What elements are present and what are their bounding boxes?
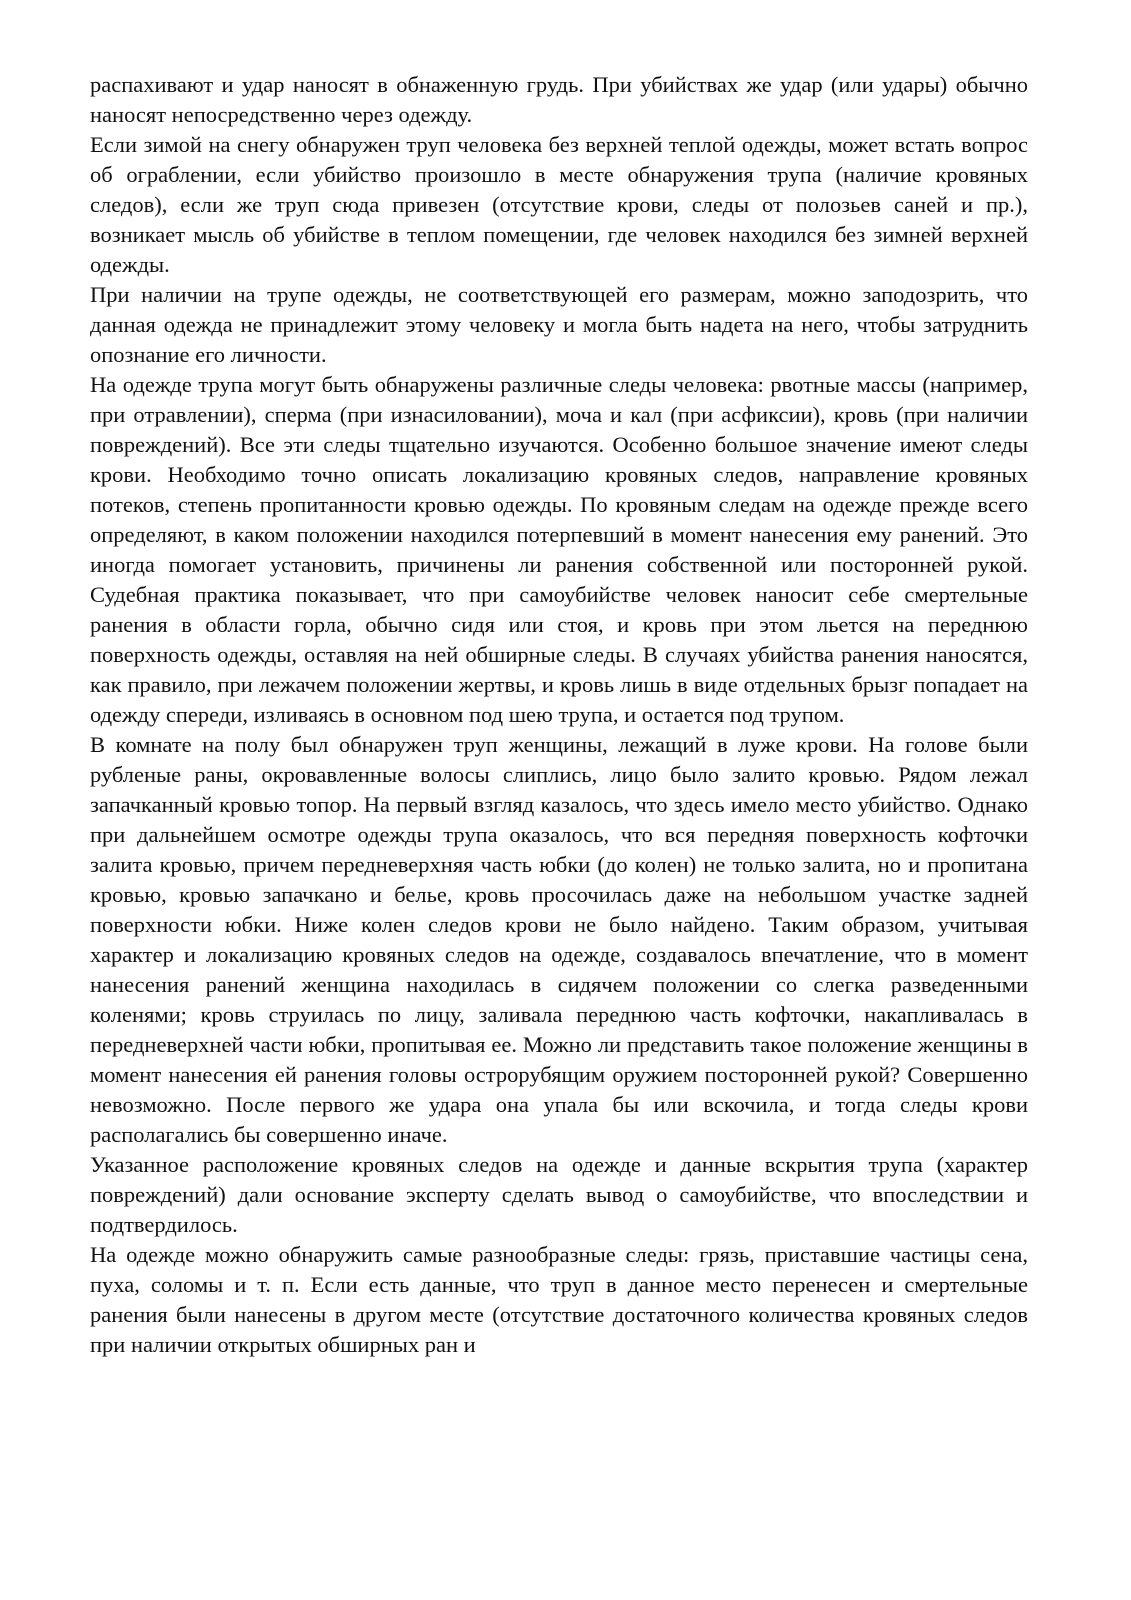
paragraph-5: В комнате на полу был обнаружен труп женщины, лежащий в луже крови. На голове были рубленые раны, окровавленные волосы слиплись, лицо было залито кровью. Рядом лежал запачканный кровью топор. На первый взгляд казалось, что здесь имело место убийство. Однако при дальнейшем осмотре одежды трупа оказалось, что вся передняя поверхность кофточки залита кровью, причем передневерхняя часть юбки (до колен) не только залита, но и пропитана кровью, кровью запачкано и белье, кровь просочилась даже на небольшом участке задней поверхности юбки. Ниже колен следов крови не было найдено. Таким образом, учитывая характер и локализацию кровяных следов на одежде, создавалось впечатление, что в момент нанесения ранений женщина находилась в сидячем положении со слегка разведенными коленями; кровь струилась по лицу, заливала переднюю часть кофточки, накапливалась в передневерхней части юбки, пропитывая ее. Можно ли представить такое положение женщины в момент нанесения ей ранения головы острорубящим оружием посторонней рукой? Совершенно невозможно. После первого же удара она упала бы или вскочила, и тогда следы крови располагались бы совершенно иначе. [90,732,1028,1147]
paragraph-3: При наличии на трупе одежды, не соответствующей его размерам, можно заподозрить, что данная одежда не принадлежит этому человеку и могла быть надета на него, чтобы затруднить опознание его личности. [90,282,1028,367]
paragraph-4: На одежде трупа могут быть обнаружены различные следы человека: рвотные массы (например, при отравлении), сперма (при изнасиловании), моча и кал (при асфиксии), кровь (при наличии повреждений). Все эти следы тщательно изучаются. Особенно большое значение имеют следы крови. Необходимо точно описать локализацию кровяных следов, направление кровяных потеков, степень пропитанности кровью одежды. По кровяным следам на одежде прежде всего определяют, в каком положении находился потерпевший в момент нанесения ему ранений. Это иногда помогает установить, причинены ли ранения собственной или посторонней рукой. Судебная практика показывает, что при самоубийстве человек наносит себе смертельные ранения в области горла, обычно сидя или стоя, и кровь при этом льется на переднюю поверхность одежды, оставляя на ней обширные следы. В случаях убийства ранения наносятся, как правило, при лежачем положении жертвы, и кровь лишь в виде отдельных брызг попадает на одежду спереди, изливаясь в основном под шею трупа, и остается под трупом. [90,372,1028,727]
document-page [90,70,1028,1360]
paragraph-7: На одежде можно обнаружить самые разнообразные следы: грязь, приставшие частицы сена, пуха, соломы и т. п. Если есть данные, что труп в данное место перенесен и смертельные ранения были нанесены в другом месте (отсутствие достаточного количества кровяных следов при наличии открытых обширных ран и [90,1242,1028,1357]
paragraph-2: Если зимой на снегу обнаружен труп человека без верхней теплой одежды, может встать вопрос об ограблении, если убийство произошло в месте обнаружения трупа (наличие кровяных следов), если же труп сюда привезен (отсутствие крови, следы от полозьев саней и пр.), возникает мысль об убийстве в теплом помещении, где человек находился без зимней верхней одежды. [90,132,1028,277]
paragraph-6: Указанное расположение кровяных следов на одежде и данные вскрытия трупа (характер повреждений) дали основание эксперту сделать вывод о самоубийстве, что впоследствии и подтвердилось. [90,1152,1028,1237]
paragraph-1: распахивают и удар наносят в обнаженную грудь. При убийствах же удар (или удары) обычно наносят непосредственно через одежду. [90,72,1028,127]
